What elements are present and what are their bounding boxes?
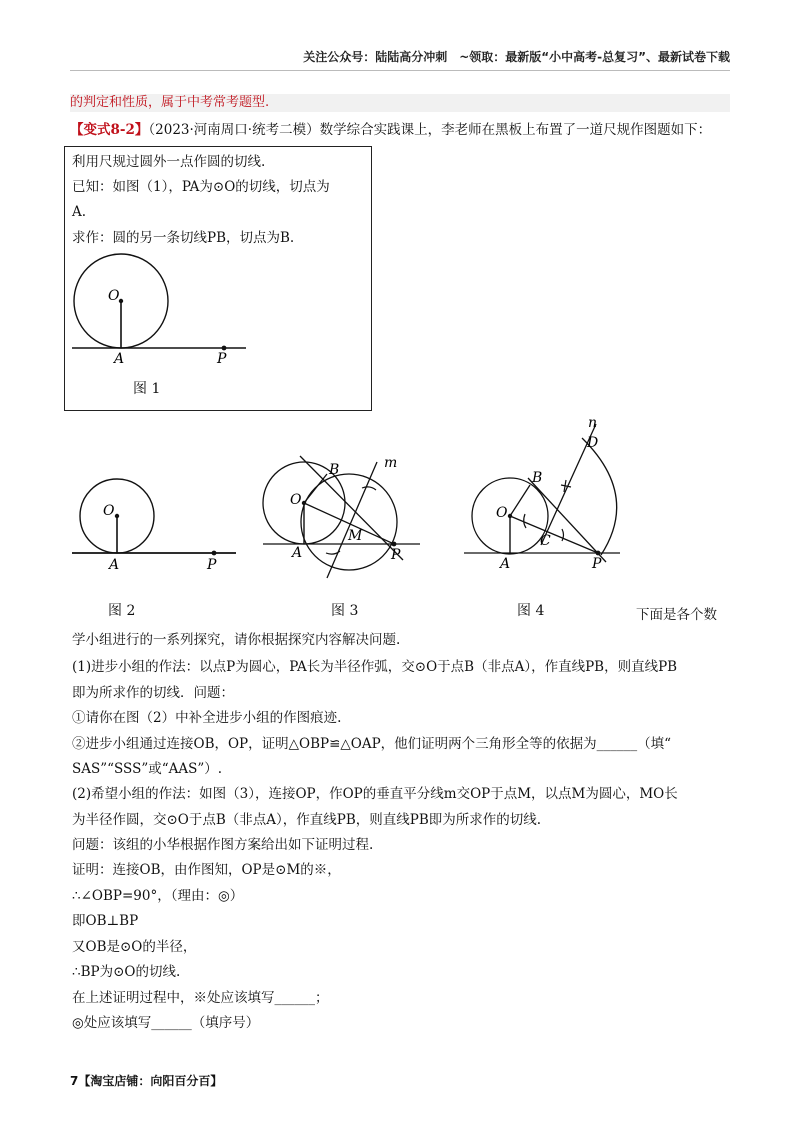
fig3-label-a: A (292, 545, 303, 561)
fig4-angle-mark-right (562, 529, 564, 541)
fig3-label-line-m: m (384, 455, 398, 471)
fig4-point-p (596, 551, 601, 556)
fig3-label-o: O (290, 492, 302, 508)
body-line-8: 为半径作圆，交⊙O于点B（非点A），作直线PB，则直线PB即为所求作的切线. (72, 812, 542, 828)
fig2-label-o: O (103, 503, 115, 519)
fig2-point-p (212, 551, 217, 556)
fig3-radius-ob (304, 474, 327, 503)
fig4-label-a: A (500, 556, 511, 572)
fig4-radius-ob (510, 485, 530, 516)
task-line-4: 求作：圆的另一条切线PB，切点为B. (72, 230, 295, 246)
fig4-label-p: P (592, 556, 602, 572)
figure-3 (263, 455, 420, 578)
figure-4 (464, 415, 620, 572)
body-line-1: 学小组进行的一系列探究，请你根据探究内容解决问题. (72, 632, 401, 648)
task-line-3: A. (72, 204, 87, 220)
fig3-label-b: B (329, 462, 340, 478)
fig3-arc-mark-top (362, 487, 376, 490)
fig3-caption: 图 3 (331, 603, 359, 619)
fig4-label-o: O (496, 505, 508, 521)
fig4-label-d: D (587, 435, 599, 451)
fig3-center-dot (302, 501, 306, 505)
problem-tag: 【变式8-2】 (70, 122, 149, 138)
fig4-line-pb (528, 478, 606, 562)
body-line-14: ∴BP为⊙O的切线. (72, 964, 181, 980)
fig3-point-p (392, 542, 397, 547)
body-line-11: ∴∠OBP=90°，（理由：◎） (72, 888, 244, 904)
body-line-6: SAS”“SSS”或“AAS”）. (72, 761, 223, 777)
figure-1 (72, 254, 246, 367)
body-line-3: 即为所求作的切线．问题： (72, 685, 234, 701)
fig4-caption: 图 4 (517, 603, 545, 619)
fig4-angle-mark-left (524, 514, 526, 528)
fig4-center-dot (508, 514, 512, 518)
fig1-label-a: A (114, 351, 125, 367)
body-line-4: ①请你在图（2）中补全进步小组的作图痕迹. (72, 710, 342, 726)
fig4-label-c: C (540, 533, 551, 549)
fig1-label-o: O (108, 288, 120, 304)
body-line-16: ◎处应该填写______（填序号） (72, 1015, 260, 1031)
body-line-5: ②进步小组通过连接OB，OP，证明△OBP≌△OAP，他们证明两个三角形全等的依据为______（填“ (72, 736, 672, 752)
fig4-arc-d (582, 438, 617, 555)
page-footer: 7【淘宝店铺：向阳百分百】 (70, 1074, 223, 1088)
body-line-2: (1)进步小组的作法：以点P为圆心，PA长为半径作弧，交⊙O于点B（非点A），作直线PB，则直线PB (72, 659, 678, 675)
fig4-label-n: n (588, 415, 598, 431)
side-note: 下面是各个数 (636, 607, 717, 623)
fig3-label-p: P (391, 547, 401, 563)
fig2-label-a: A (109, 557, 120, 573)
fig3-label-m: M (348, 528, 363, 544)
page-header: 关注公众号：陆陆高分冲刺 ~领取：最新版“小中高考-总复习”、最新试卷下载 (303, 50, 730, 64)
fig1-caption: 图 1 (133, 381, 161, 397)
body-line-12: 即OB⊥BP (72, 913, 139, 929)
body-line-13: 又OB是⊙O的半径， (72, 939, 197, 955)
fig4-label-b: B (532, 470, 543, 486)
fig3-line-m (327, 462, 377, 578)
problem-source: （2023·河南周口·统考二模）数学综合实践课上，李老师在黑板上布置了一道尺规作图题如下： (148, 122, 712, 138)
task-line-2: 已知：如图（1），PA为⊙O的切线，切点为 (72, 179, 330, 195)
body-line-7: (2)希望小组的作法：如图（3），连接OP，作OP的垂直平分线m交OP于点M，以点M为圆心，MO长 (72, 786, 678, 802)
body-line-15: 在上述证明过程中，※处应该填写______； (72, 990, 329, 1006)
fig1-point-p (222, 346, 227, 351)
fig2-caption: 图 2 (108, 603, 136, 619)
body-line-10: 证明：连接OB，由作图知，OP是⊙M的※， (72, 862, 341, 878)
fig1-label-p: P (217, 351, 227, 367)
intro-tail: 的判定和性质，属于中考常考题型. (70, 94, 730, 112)
body-line-9: 问题：该组的小华根据作图方案给出如下证明过程. (72, 837, 374, 853)
fig2-center-dot (115, 514, 119, 518)
fig2-label-p: P (207, 557, 217, 573)
task-line-1: 利用尺规过圆外一点作圆的切线. (72, 154, 266, 170)
figure-2 (72, 479, 236, 573)
